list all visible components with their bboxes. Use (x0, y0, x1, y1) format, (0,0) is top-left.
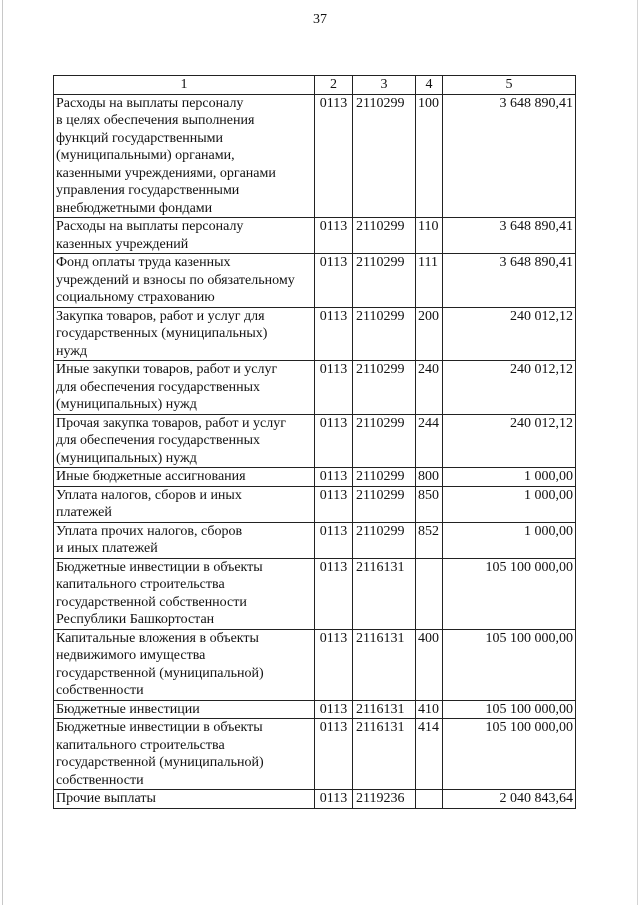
target-code-cell: 2110299 (353, 307, 416, 361)
expense-kind-cell: 852 (416, 522, 443, 558)
target-code-cell: 2110299 (353, 522, 416, 558)
section-code-cell: 0113 (315, 94, 353, 218)
expense-name-cell (54, 719, 315, 790)
section-code-cell: 0113 (315, 361, 353, 415)
target-code-cell: 2116131 (353, 719, 416, 790)
expense-name-line: капитального строительства (56, 577, 225, 592)
expense-name-line: недвижимого имущества (56, 648, 206, 663)
table-row (54, 522, 576, 558)
expense-name-line: для обеспечения государственных (56, 433, 260, 448)
target-code-cell: 2116131 (353, 558, 416, 629)
target-code-cell: 2110299 (353, 486, 416, 522)
section-code-cell: 0113 (315, 254, 353, 308)
amount-cell: 240 012,12 (443, 307, 576, 361)
target-code-cell: 2110299 (353, 94, 416, 218)
expense-name-line: Прочая закупка товаров, работ и услуг (56, 415, 286, 431)
scan-edge-right (637, 0, 638, 905)
target-code-cell: 2116131 (353, 629, 416, 700)
expense-name-cell (54, 254, 315, 308)
section-code-cell: 0113 (315, 218, 353, 254)
expense-name-line: Уплата налогов, сборов и иных (56, 487, 242, 503)
expense-name-cell (54, 629, 315, 700)
amount-cell: 1 000,00 (443, 468, 576, 487)
expense-name-line: государственных (муниципальных) (56, 326, 268, 341)
expense-kind-cell: 850 (416, 486, 443, 522)
expense-name-line: нужд (56, 343, 88, 359)
section-code-cell: 0113 (315, 558, 353, 629)
scan-edge-left (2, 0, 3, 905)
expense-name-line: Бюджетные инвестиции в объекты (56, 720, 263, 735)
target-code-cell: 2110299 (353, 414, 416, 468)
table-row (54, 218, 576, 254)
amount-cell: 2 040 843,64 (443, 790, 576, 809)
expense-name-line: Прочие выплаты (56, 791, 156, 806)
header-col-2: 2 (315, 76, 353, 95)
header-col-1: 1 (54, 76, 315, 95)
expense-kind-cell: 400 (416, 629, 443, 700)
expense-name-line: (муниципальных) нужд (56, 450, 197, 466)
target-code-cell: 2110299 (353, 468, 416, 487)
expense-name-line: собственности (56, 772, 144, 788)
section-code-cell: 0113 (315, 522, 353, 558)
expense-name-line: социальному страхованию (56, 290, 215, 305)
amount-cell: 1 000,00 (443, 486, 576, 522)
expense-name-line: Уплата прочих налогов, сборов (56, 523, 243, 539)
expense-name-cell (54, 790, 315, 809)
target-code-cell: 2119236 (353, 790, 416, 809)
expense-name-line: капитального строительства (56, 737, 225, 753)
expense-name-line: Фонд оплаты труда казенных (56, 255, 231, 270)
table-row (54, 558, 576, 629)
expense-name-line: Республики Башкортостан (56, 612, 215, 627)
section-code-cell: 0113 (315, 486, 353, 522)
section-code-cell: 0113 (315, 468, 353, 487)
expense-name-cell (54, 361, 315, 415)
table-header (54, 76, 576, 95)
expense-name-line: в целях обеспечения выполнения (56, 113, 255, 128)
expense-name-line: для обеспечения государственных (56, 379, 260, 395)
section-code-cell: 0113 (315, 719, 353, 790)
amount-cell: 105 100 000,00 (443, 558, 576, 629)
section-code-cell: 0113 (315, 790, 353, 809)
expense-kind-cell: 110 (416, 218, 443, 254)
expense-name-line: Бюджетные инвестиции в объекты (56, 559, 263, 575)
table-row (54, 361, 576, 415)
amount-cell: 3 648 890,41 (443, 94, 576, 218)
expense-kind-cell: 200 (416, 307, 443, 361)
expense-name-line: государственной (муниципальной) (56, 665, 264, 681)
expense-name-line: внебюджетными фондами (56, 200, 213, 216)
amount-cell: 240 012,12 (443, 361, 576, 415)
expense-name-line: собственности (56, 683, 144, 698)
expense-name-cell (54, 414, 315, 468)
budget-table (53, 75, 576, 809)
table-row (54, 700, 576, 719)
expense-name-line: государственной собственности (56, 594, 247, 610)
expense-kind-cell (416, 790, 443, 809)
section-code-cell: 0113 (315, 700, 353, 719)
expense-name-line: и иных платежей (56, 541, 158, 556)
table-body (54, 94, 576, 808)
target-code-cell: 2110299 (353, 254, 416, 308)
table-row (54, 790, 576, 809)
amount-cell: 240 012,12 (443, 414, 576, 468)
target-code-cell: 2110299 (353, 218, 416, 254)
section-code-cell: 0113 (315, 629, 353, 700)
header-row (54, 76, 576, 95)
expense-kind-cell (416, 558, 443, 629)
expense-name-line: казенных учреждений (56, 236, 189, 252)
amount-cell: 105 100 000,00 (443, 629, 576, 700)
amount-cell: 105 100 000,00 (443, 719, 576, 790)
expense-name-cell (54, 486, 315, 522)
expense-kind-cell: 111 (416, 254, 443, 308)
expense-kind-cell: 240 (416, 361, 443, 415)
expense-name-cell (54, 307, 315, 361)
table-row (54, 414, 576, 468)
expense-name-line: государственной (муниципальной) (56, 755, 264, 770)
table-row (54, 94, 576, 218)
amount-cell: 1 000,00 (443, 522, 576, 558)
expense-name-line: Расходы на выплаты персоналу (56, 95, 244, 111)
expense-kind-cell: 244 (416, 414, 443, 468)
expense-name-line: учреждений и взносы по обязательному (56, 272, 295, 288)
amount-cell: 3 648 890,41 (443, 218, 576, 254)
expense-name-line: (муниципальными) органами, (56, 148, 235, 163)
expense-name-line: (муниципальных) нужд (56, 397, 197, 412)
amount-cell: 105 100 000,00 (443, 700, 576, 719)
header-col-5: 5 (443, 76, 576, 95)
table-row (54, 629, 576, 700)
table-row (54, 307, 576, 361)
amount-cell: 3 648 890,41 (443, 254, 576, 308)
table-row (54, 486, 576, 522)
section-code-cell: 0113 (315, 307, 353, 361)
expense-name-line: Бюджетные инвестиции (56, 701, 200, 717)
expense-kind-cell: 100 (416, 94, 443, 218)
table-row (54, 719, 576, 790)
target-code-cell: 2116131 (353, 700, 416, 719)
expense-name-cell (54, 522, 315, 558)
expense-name-line: казенными учреждениями, органами (56, 165, 276, 181)
expense-name-cell (54, 700, 315, 719)
expense-name-cell (54, 218, 315, 254)
expense-name-line: платежей (56, 505, 112, 520)
table-row (54, 254, 576, 308)
table-row (54, 468, 576, 487)
expense-name-line: Закупка товаров, работ и услуг для (56, 308, 265, 324)
header-col-3: 3 (353, 76, 416, 95)
expense-name-line: функций государственными (56, 130, 224, 146)
page-number: 37 (313, 12, 327, 27)
target-code-cell: 2110299 (353, 361, 416, 415)
section-code-cell: 0113 (315, 414, 353, 468)
expense-name-cell (54, 94, 315, 218)
expense-kind-cell: 410 (416, 700, 443, 719)
expense-kind-cell: 414 (416, 719, 443, 790)
expense-name-line: Иные закупки товаров, работ и услуг (56, 362, 278, 377)
expense-name-cell (54, 558, 315, 629)
expense-name-line: Иные бюджетные ассигнования (56, 469, 246, 484)
expense-kind-cell: 800 (416, 468, 443, 487)
expense-name-line: управления государственными (56, 183, 240, 198)
expense-name-line: Капитальные вложения в объекты (56, 630, 259, 646)
header-col-4: 4 (416, 76, 443, 95)
expense-name-cell (54, 468, 315, 487)
expense-name-line: Расходы на выплаты персоналу (56, 219, 244, 234)
